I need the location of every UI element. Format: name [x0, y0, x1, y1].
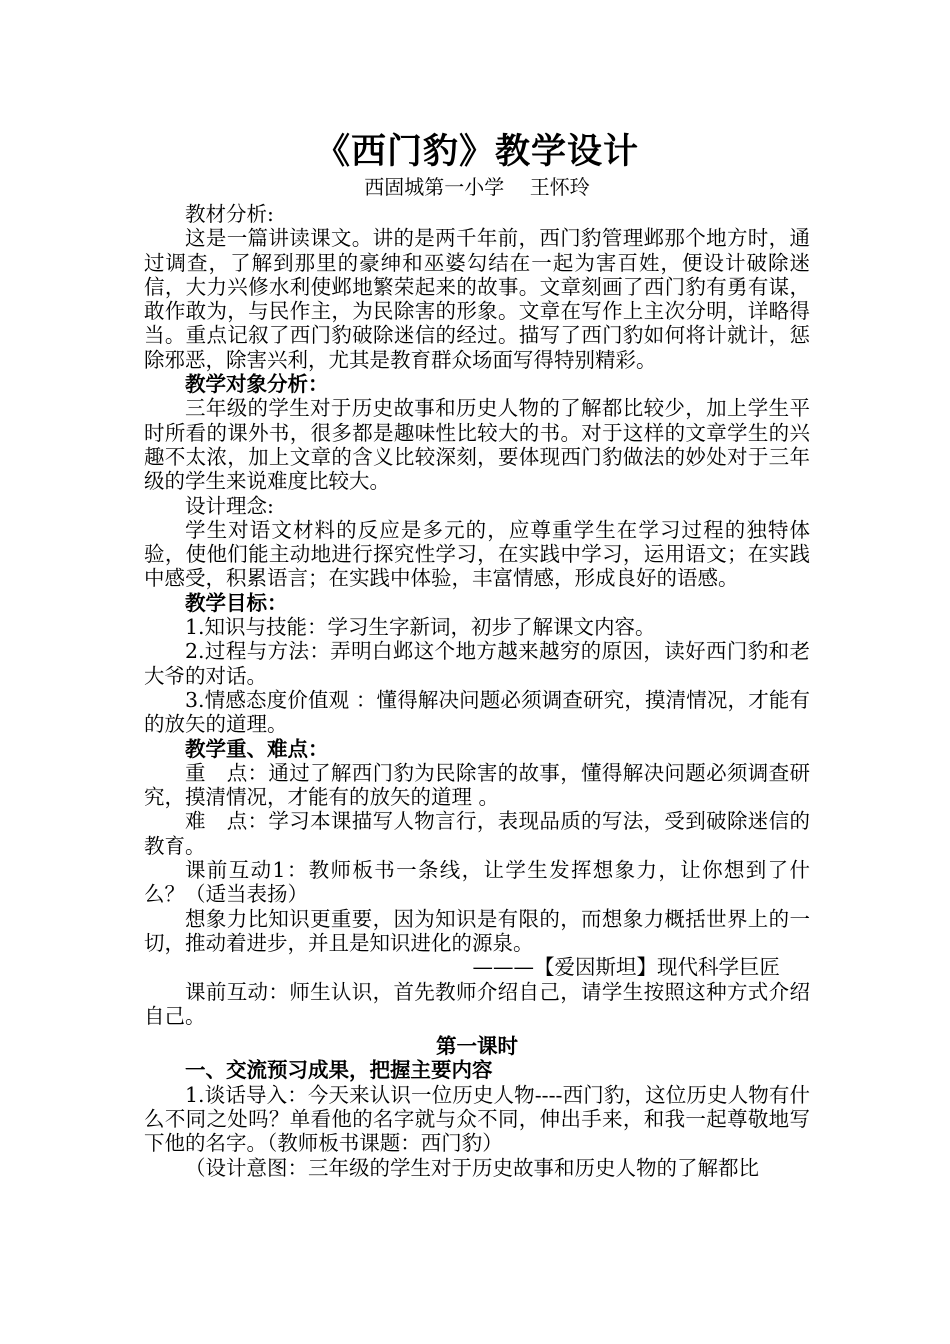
difficult-point: 难 点：学习本课描写人物言行，表现品质的写法，受到破除迷信的教育。	[144, 809, 810, 858]
goal-item: 2.过程与方法：弄明白邺这个地方越来越穷的原因，读好西门豹和老大爷的对话。	[144, 639, 810, 688]
materials-heading: 教材分析:	[185, 202, 274, 226]
interaction-paragraph: 课前互动1：教师板书一条线，让学生发挥想象力，让你想到了什么？（适当表扬）	[144, 858, 810, 907]
document-body	[144, 202, 810, 1180]
goals-heading: 教学目标：	[185, 590, 288, 615]
document-title: 《西门豹》教学设计	[314, 131, 639, 172]
key-points-heading: 教学重、难点：	[185, 736, 329, 761]
step-paragraph: 1.谈话导入：今天来认识一位历史人物----西门豹，这位历史人物有什么不同之处吗？单看他的名字就与众不同，伸出手来，和我一起尊敬地写下他的名字。（教师板书课题：西门豹）	[144, 1082, 810, 1156]
concept-paragraph: 学生对语文材料的反应是多元的，应尊重学生在学习过程的独特体验，使他们能主动地进行探究性学习，在实践中学习，运用语文；在实践中感受，积累语言；在实践中体验，丰富情感，形成良好的语感。	[144, 517, 810, 591]
design-intent-paragraph: （设计意图：三年级的学生对于历史故事和历史人物的了解都比	[185, 1155, 759, 1180]
students-heading: 教学对象分析：	[185, 372, 329, 397]
goal-item: 3.情感态度价值观 ：懂得解决问题必须调查研究，摸清情况，才能有的放矢的道理。	[144, 687, 810, 737]
part-heading: 一、交流预习成果，把握主要内容	[185, 1058, 493, 1083]
lesson-heading: 第一课时	[436, 1034, 518, 1059]
quote-source: ———【爱因斯坦】现代科学巨匠	[472, 955, 780, 980]
concept-heading: 设计理念:	[185, 493, 274, 518]
students-paragraph: 三年级的学生对于历史故事和历史人物的了解都比较少，加上学生平时所看的课外书，很多都是趣味性比较大的书。对于这样的文章学生的兴趣不太浓，加上文章的含义比较深刻，要体现西门豹做法的妙处对于三年级的学生来说难度比较大。	[144, 396, 810, 494]
author-line: 西固城第一小学 王怀玲	[364, 175, 590, 199]
goal-item: 1.知识与技能：学习生字新词，初步了解课文内容。	[185, 615, 656, 640]
materials-paragraph: 这是一篇讲读课文。讲的是两千年前，西门豹管理邺那个地方时，通过调查，了解到那里的豪绅和巫婆勾结在一起为害百姓，便设计破除迷信，大力兴修水利使邺地繁荣起来的故事。文章刻画了西门豹有勇有谋，敢作敢为，与民作主，为民除害的形象。文章在写作上主次分明，详略得当。重点记叙了西门豹破除迷信的经过。描写了西门豹如何将计就计，惩除邪恶，除害兴利，尤其是教育群众场面写得特别精彩。	[144, 226, 810, 372]
document-page	[144, 130, 810, 1180]
key-point: 重 点：通过了解西门豹为民除害的故事，懂得解决问题必须调查研究，摸清情况，才能有的放矢的道理 。	[144, 760, 810, 810]
interaction-paragraph: 课前互动：师生认识，首先教师介绍自己，请学生按照这种方式介绍自己。	[144, 979, 810, 1028]
quote-paragraph: 想象力比知识更重要，因为知识是有限的，而想象力概括世界上的一切，推动着进步，并且是知识进化的源泉。	[144, 906, 810, 955]
